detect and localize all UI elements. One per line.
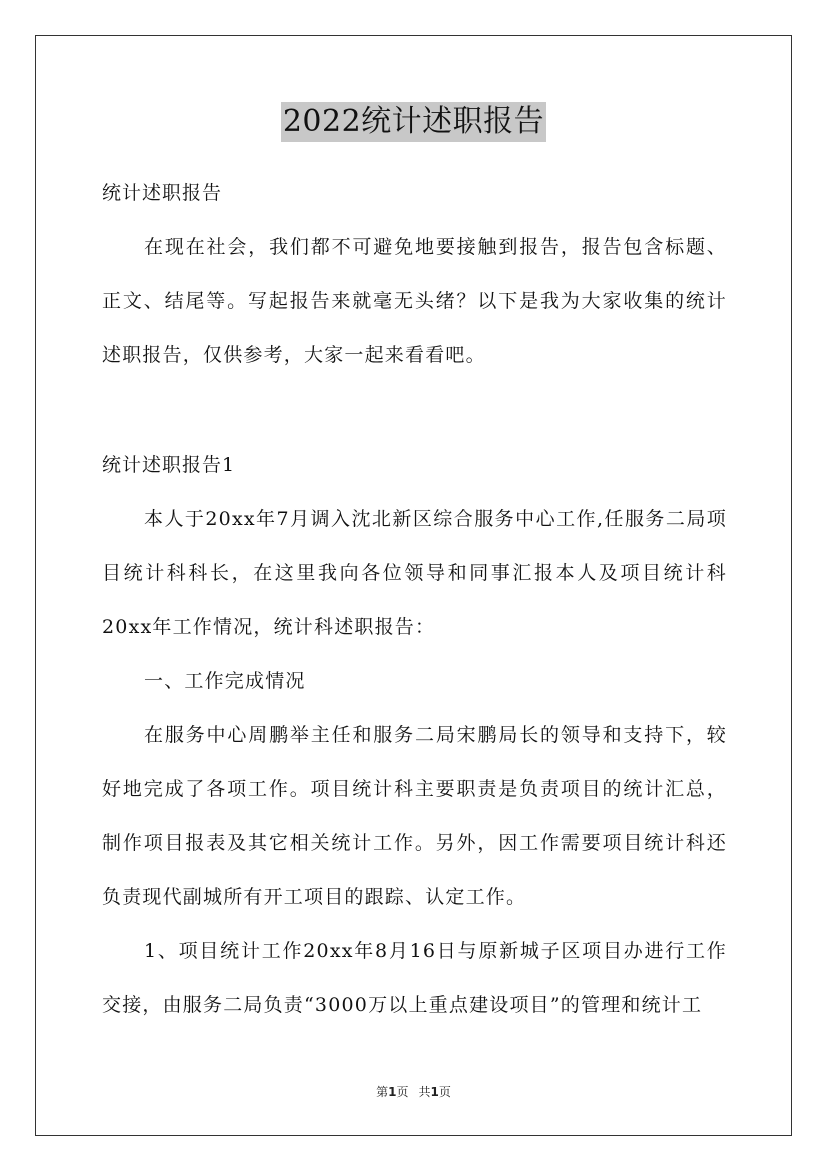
footer-page-suffix: 页 <box>396 1085 409 1099</box>
footer-total-number: 1 <box>430 1085 439 1099</box>
paragraph-2: 在服务中心周鹏举主任和服务二局宋鹏局长的领导和支持下，较好地完成了各项工作。项目统计科主要职责是负责项目的统计汇总，制作项目报表及其它相关统计工作。另外，因工作需要项目统计科还负责现代副城所有开工项目的跟踪、认定工作。 <box>102 724 727 908</box>
footer-total-prefix: 共 <box>418 1085 431 1099</box>
page-footer <box>0 1083 827 1101</box>
document-subtitle: 统计述职报告 <box>102 182 223 204</box>
footer-page-prefix: 第 <box>376 1085 389 1099</box>
section-heading: 统计述职报告1 <box>102 454 236 476</box>
title-container <box>0 102 827 142</box>
paragraph-3: 1、项目统计工作20xx年8月16日与原新城子区项目办进行工作交接，由服务二局负责“3000万以上重点建设项目”的管理和统计工 <box>102 940 727 1016</box>
document-title: 2022统计述职报告 <box>281 102 546 142</box>
footer-page-number: 1 <box>388 1085 397 1099</box>
intro-paragraph: 在现在社会，我们都不可避免地要接触到报告，报告包含标题、正文、结尾等。写起报告来就毫无头绪？以下是我为大家收集的统计述职报告，仅供参考，大家一起来看看吧。 <box>102 236 727 366</box>
paragraph-1: 本人于20xx年7月调入沈北新区综合服务中心工作,任服务二局项目统计科科长，在这里我向各位领导和同事汇报本人及项目统计科20xx年工作情况，统计科述职报告： <box>102 508 727 638</box>
heading-work-status: 一、工作完成情况 <box>144 670 306 692</box>
footer-total-suffix: 页 <box>438 1085 451 1099</box>
